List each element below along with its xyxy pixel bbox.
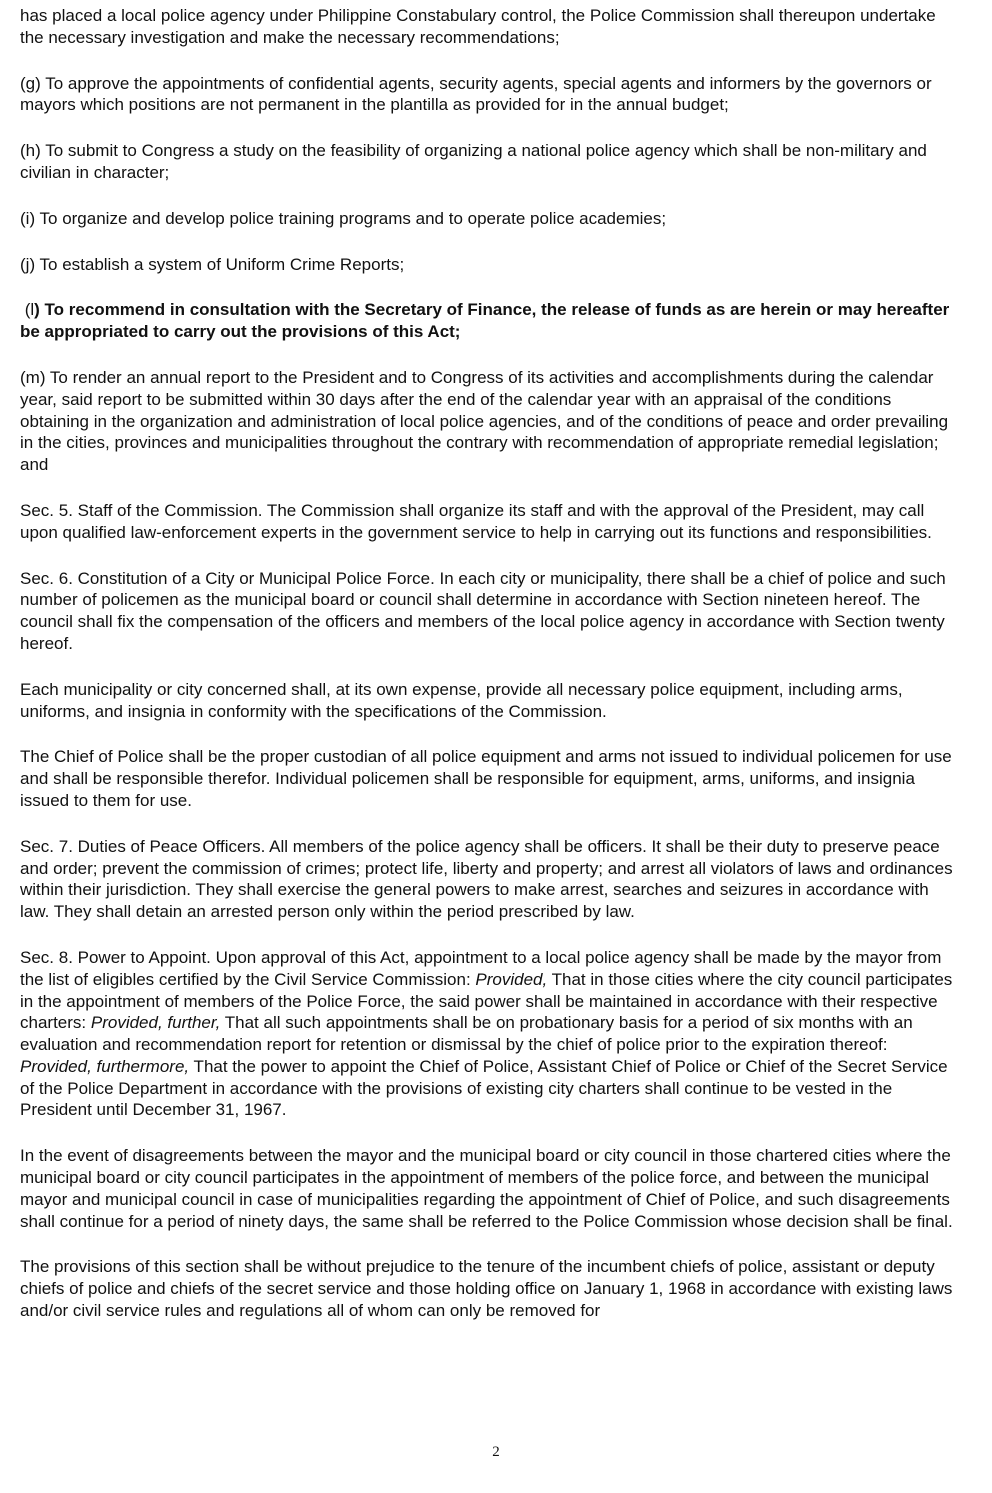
section-6-equipment: Each municipality or city concerned shall, at its own expense, provide all necessary police equipment, including arms, uniforms, and insignia in conformity with the specifications of the Commission. (20, 679, 903, 721)
page-number: 2 (492, 1444, 500, 1460)
paragraph-i: (i) To organize and develop police training programs and to operate police academies; (20, 208, 667, 228)
section-8-text-3: That all such appointments shall be on probationary basis for a period of six months with an evaluation and recommendation report for retention or dismissal by the chief of police prior to the expiration thereof: (20, 1013, 913, 1055)
section-5: Sec. 5. Staff of the Commission. The Commission shall organize its staff and with the approval of the President, may call upon qualified law-enforcement experts in the government service to help in carrying out its functions and responsibilities. (20, 500, 932, 542)
paragraph-l-prefix: (l (20, 300, 35, 320)
section-8 (20, 947, 960, 1121)
section-8-tenure: The provisions of this section shall be without prejudice to the tenure of the incumbent chiefs of police, assistant or deputy chiefs of police and chiefs of the secret service and those holding office on January 1, 1968 in accordance with existing laws and/or civil service rules and regulations all of whom can only be removed for (20, 1257, 953, 1321)
document-page (20, 5, 960, 1346)
paragraph-l (20, 299, 960, 343)
paragraph-l-bold-text: ) To recommend in consultation with the Secretary of Finance, the release of funds as are herein or may hereafter be appropriated to carry out the provisions of this Act; (20, 300, 950, 342)
section-8-text-4: That the power to appoint the Chief of Police, Assistant Chief of Police or Chief of the Secret Service of the Police Department in accordance with the provisions of existing city charters shall continue to be vested in the President until December 31, 1967. (20, 1056, 948, 1120)
paragraph-intro: has placed a local police agency under Philippine Constabulary control, the Police Commission shall thereupon undertake the necessary investigation and make the necessary recommendations; (20, 6, 936, 47)
section-7: Sec. 7. Duties of Peace Officers. All members of the police agency shall be officers. It shall be their duty to preserve peace and order; prevent the commission of crimes; protect life, liberty and property; and arrest all violators of laws and ordinances within their jurisdiction. They shall exercise the general powers to make arrest, searches and seizures in accordance with law. They shall detain an arrested person only within the period prescribed by law. (20, 836, 953, 922)
paragraph-g: (g) To approve the appointments of confidential agents, security agents, special agents and informers by the governors or mayors which positions are not permanent in the plantilla as provided for in the annual budget; (20, 73, 932, 115)
section-8-proviso-1: Provided, (475, 969, 548, 989)
section-8-text-2: That in those cities where the city council participates in the appointment of members of the Police Force, the said power shall be maintained in accordance with their respective charters: (20, 969, 953, 1033)
paragraph-m: (m) To render an annual report to the President and to Congress of its activities and accomplishments during the calendar year, said report to be submitted within 30 days after the end of the calendar year with an appraisal of the conditions obtaining in the organization and administration of local police agencies, and of the conditions of peace and order prevailing in the cities, provinces and municipalities throughout the contrary with recommendation of appropriate remedial legislation; and (20, 367, 949, 475)
section-6-custodian: The Chief of Police shall be the proper custodian of all police equipment and arms not issued to individual policemen for use and shall be responsible therefor. Individual policemen shall be responsible for equipment, arms, uniforms, and insignia issued to them for use. (20, 747, 952, 810)
section-8-proviso-2: Provided, further, (90, 1013, 221, 1033)
section-6: Sec. 6. Constitution of a City or Municipal Police Force. In each city or municipality, there shall be a chief of police and such number of policemen as the municipal board or council shall determine in accordance with Section nineteen hereof. The council shall fix the compensation of the officers and members of the local police agency in accordance with Section twenty hereof. (20, 568, 946, 653)
paragraph-j: (j) To establish a system of Uniform Crime Reports; (20, 254, 405, 274)
section-8-disagreements: In the event of disagreements between the mayor and the municipal board or city council in those chartered cities where the municipal board or city council participates in the appointment of members of the police force, and between the municipal mayor and municipal council in case of municipalities regarding the appointment of Chief of Police, and such disagreements shall continue for a period of ninety days, the same shall be referred to the Police Commission whose decision shall be final. (20, 1146, 953, 1231)
section-8-text-1: Sec. 8. Power to Appoint. Upon approval of this Act, appointment to a local police agency shall be made by the mayor from the list of eligibles certified by the Civil Service Commission: (20, 947, 942, 989)
section-8-proviso-3: Provided, furthermore, (20, 1056, 190, 1076)
paragraph-h: (h) To submit to Congress a study on the feasibility of organizing a national police agency which shall be non-military and civilian in character; (20, 141, 927, 182)
